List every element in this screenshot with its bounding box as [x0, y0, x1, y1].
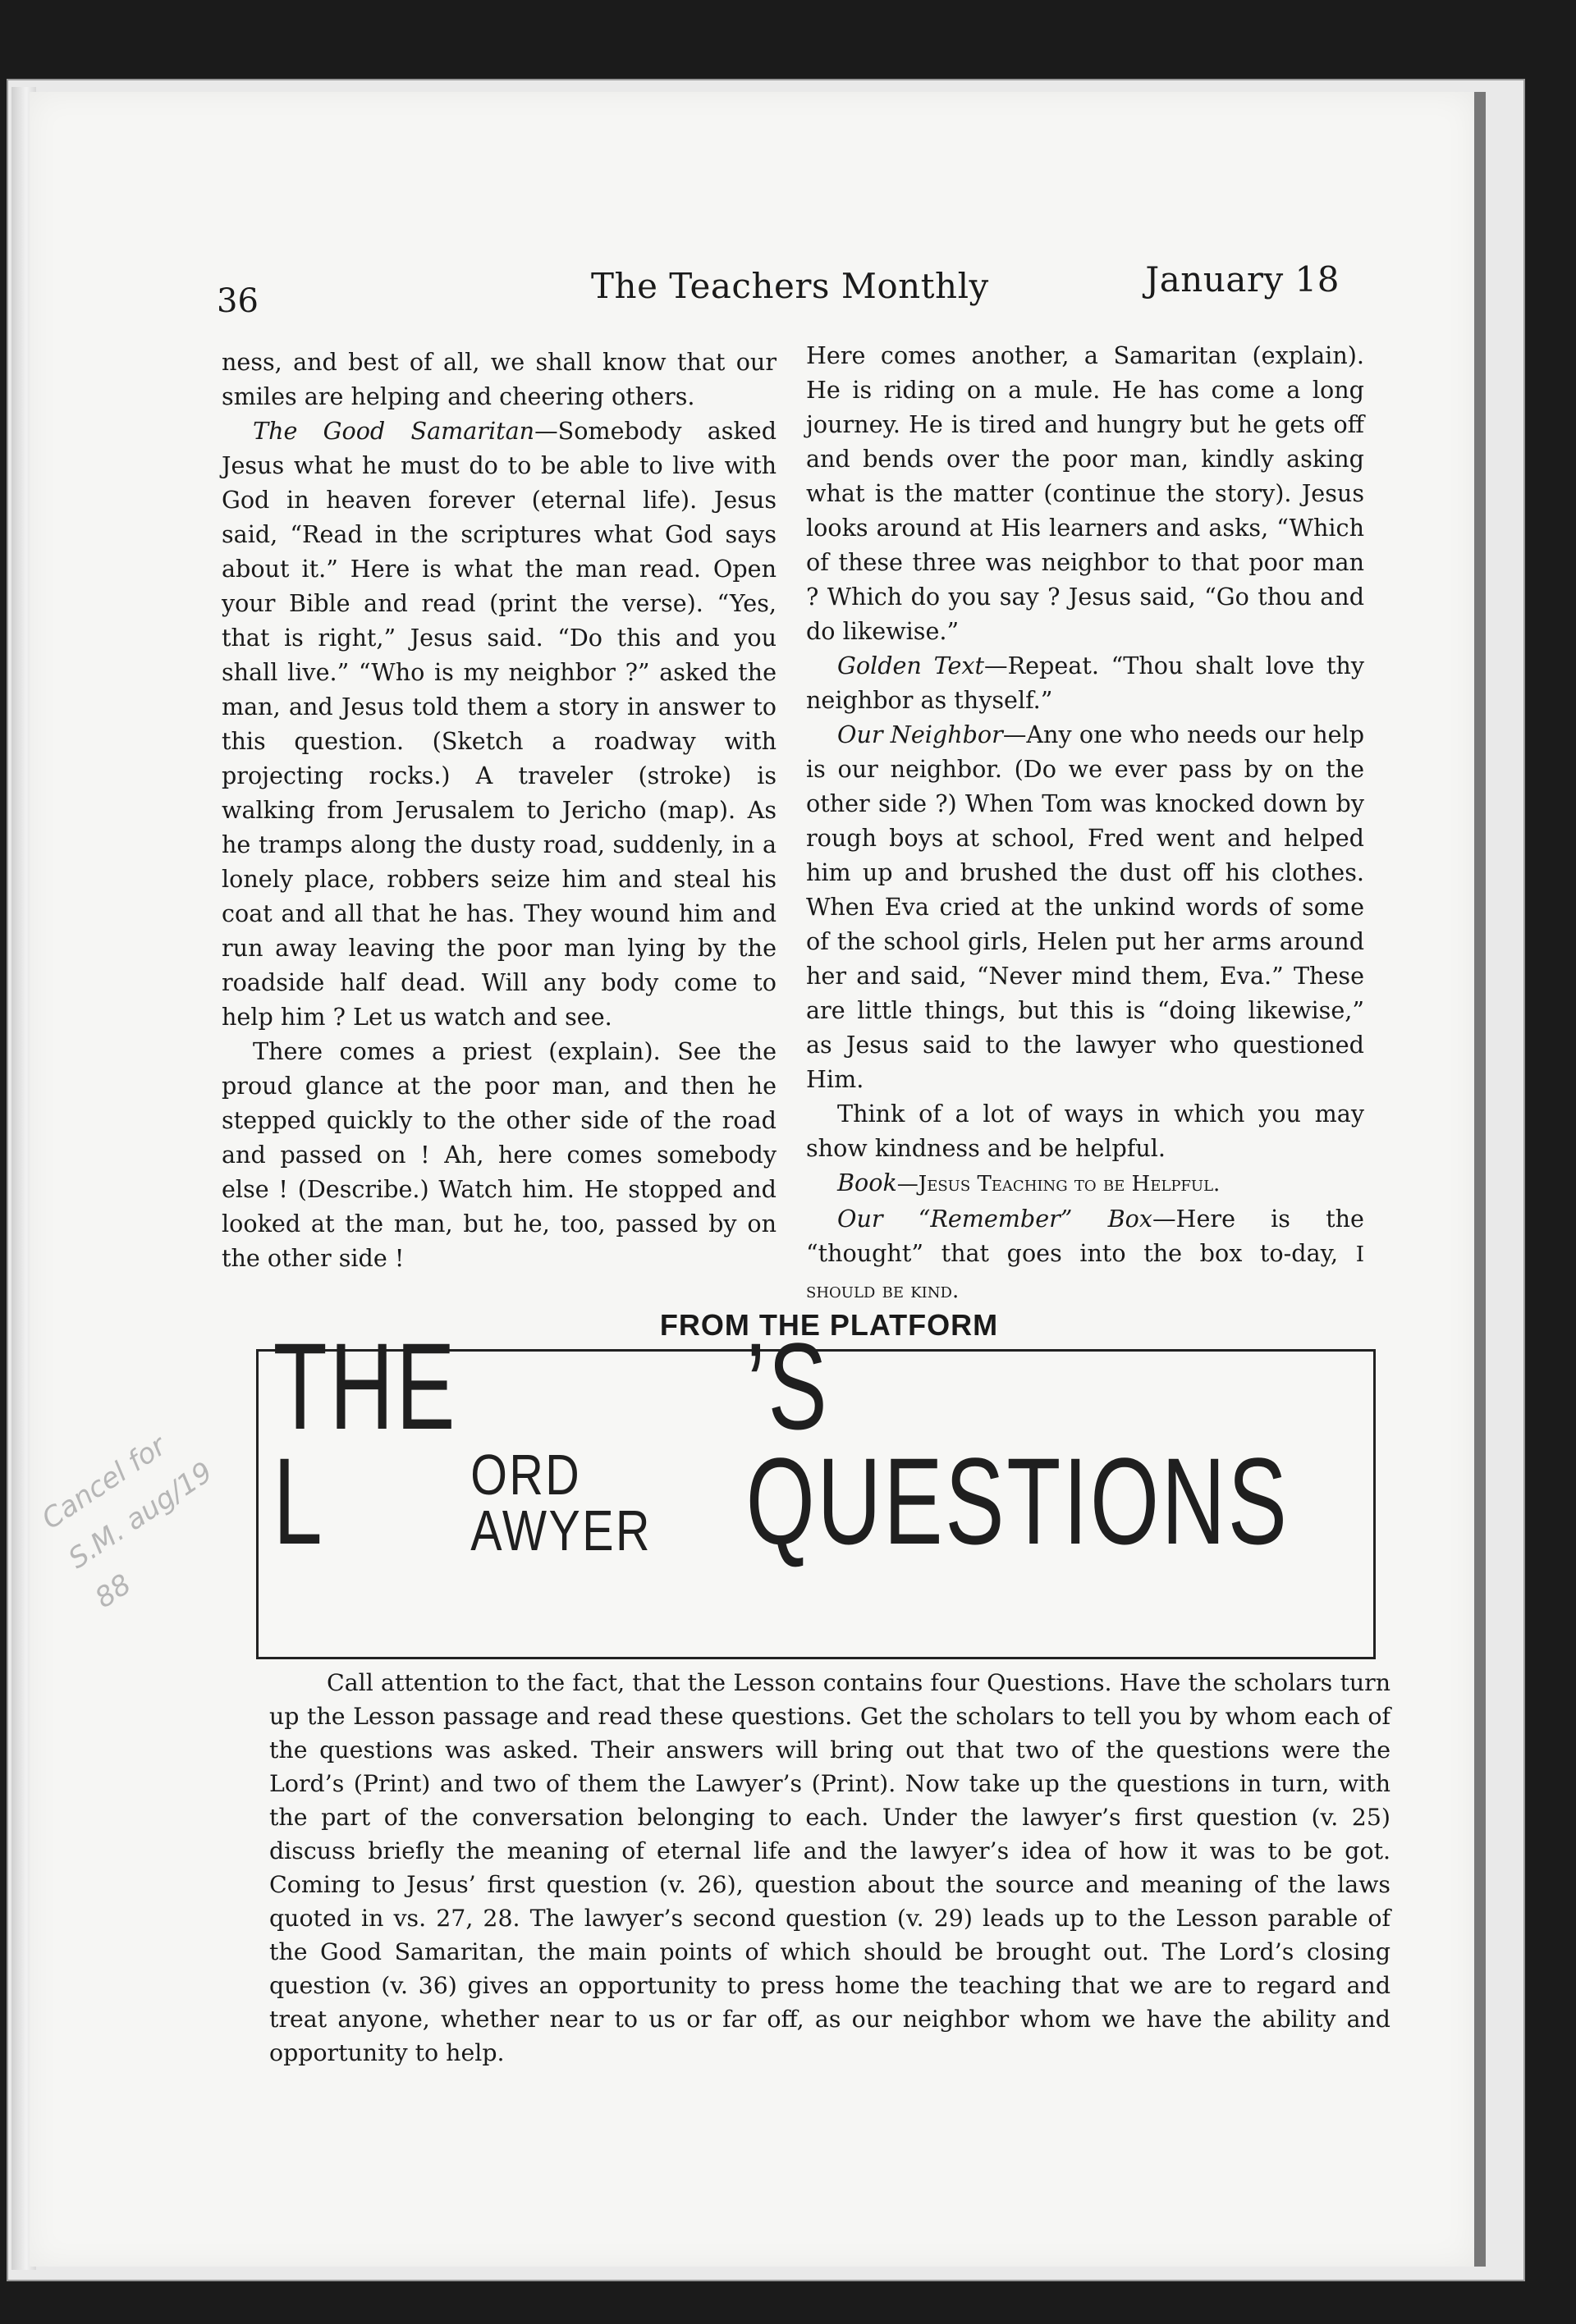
lead-in-good-samaritan: The Good Samaritan — [253, 417, 535, 445]
running-title: The Teachers Monthly — [591, 266, 989, 306]
platform-instructions — [269, 1666, 1390, 2070]
right-paragraph-4: Think of a lot of ways in which you may show kindness and be helpful. — [806, 1100, 1364, 1162]
board-word-lord: ORD — [470, 1443, 581, 1507]
right-paragraph-6 — [806, 1201, 1364, 1308]
page-number: 36 — [217, 282, 259, 320]
left-column — [222, 345, 777, 1275]
lead-in-remember-box: Our “Remember” Box — [837, 1205, 1152, 1233]
lead-in-golden-text: Golden Text — [837, 652, 985, 679]
board-word-questions: ’S QUESTIONS — [745, 1317, 1290, 1570]
section-heading: FROM THE PLATFORM — [659, 1308, 999, 1342]
platform-paragraph: Call attention to the fact, that the Lesson contains four Questions. Have the scholars turn up the Lesson passage and read these questions. Get the scholars to tell you by whom each of the questions was asked. Their answers will bring out that two of the questions were the Lord’s (Print) and two of them the Lawyer’s (Print). Now take up the questions in turn, with the part of the conversation belonging to each. Under the lawyer’s first question (v. 25) discuss briefly the meaning of eternal life and the lawyer’s idea of how it was to be got. Coming to Jesus’ first question (v. 26), question about the source and meaning of the laws quoted in vs. 27, 28. The lawyer’s second question (v. 29) leads up to the Lesson parable of the Good Samaritan, the main points of which should be brought out. The Lord’s closing question (v. 36) gives an opportunity to press home the teaching that we are to regard and treat anyone, whether near to us or far off, as our neighbor whom we have the ability and opportunity to help. — [269, 1669, 1390, 2066]
right-paragraph-5 — [806, 1165, 1364, 1201]
left-paragraph-2 — [222, 414, 777, 1034]
golden-text: —Repeat. “Thou shalt love thy neighbor as thyself.” — [806, 652, 1364, 714]
page-header — [217, 254, 1340, 320]
left-paragraph-1: ness, and best of all, we shall know that our smiles are helping and cheering others. — [222, 348, 777, 410]
board-word-lawyer: AWYER — [470, 1498, 652, 1562]
remember-box-text: —Here is the “thought” that goes into the box to-day, — [806, 1205, 1364, 1267]
right-paragraph-1: Here comes another, a Samaritan (explain). He is riding on a mule. He has come a long journey. He is tired and hungry but he gets off and bends over the poor man, kindly asking what is the matter (continue the story). Jesus looks around at His learners and asks, “Which of these three was neighbor to that poor man ? Which do you say ? Jesus said, “Go thou and do likewise.” — [806, 341, 1364, 645]
right-paragraph-2 — [806, 648, 1364, 717]
left-paragraph-3: There comes a priest (explain). See the proud glance at the poor man, and then he stepped quickly to the other side of the road and passed on ! Ah, here comes somebody else ! (Describe.) Watch him. He stopped and looked at the man, but he, too, passed by on the other side ! — [222, 1037, 777, 1272]
right-paragraph-3 — [806, 717, 1364, 1096]
lead-in-book: Book — [837, 1169, 897, 1196]
lead-in-our-neighbor: Our Neighbor — [837, 721, 1003, 748]
good-samaritan-text: —Somebody asked Jesus what he must do to be able to live with God in heaven forever (eternal life). Jesus said, “Read in the scriptures what God says about it.” Here is what the man read. Open your Bible and read (print the verse). “Yes, that is right,” Jesus said. “Do this and you shall live.” “Who is my neighbor ?” asked the man, and Jesus told them a story in answer to this question. (Sketch a roadway with projecting rocks.) A traveler (stroke) is walking from Jerusalem to Jericho (map). As he tramps along the dusty road, suddenly, in a lonely place, robbers seize him and steal his coat and all that he has. They wound him and run away leaving the poor man lying by the roadside half dead. Will any body come to help him ? Let us watch and see. — [222, 417, 777, 1031]
handwritten-margin-note: Cancel for S.M. aug/19 88 — [35, 1430, 219, 1615]
board-word-the: THE L — [273, 1317, 458, 1570]
book-title: —Jesus Teaching to be Helpful. — [896, 1172, 1221, 1196]
our-neighbor-text: —Any one who needs our help is our neighbor. (Do we ever pass by on the other side ?) When Tom was knocked down by rough boys at school, Fred went and helped him up and brushed the dust off his clothes. When Eva cried at the unkind words of some of the school girls, Helen put her arms around her and said, “Never mind them, Eva.” These are little things, but this is “doing likewise,” as Jesus said to the lawyer who questioned Him. — [806, 721, 1365, 1093]
remember-thought: I should be kind. — [806, 1242, 1364, 1303]
board-stacked-words — [470, 1443, 652, 1562]
right-column — [806, 338, 1364, 1308]
issue-date: January 18 — [1145, 259, 1340, 300]
